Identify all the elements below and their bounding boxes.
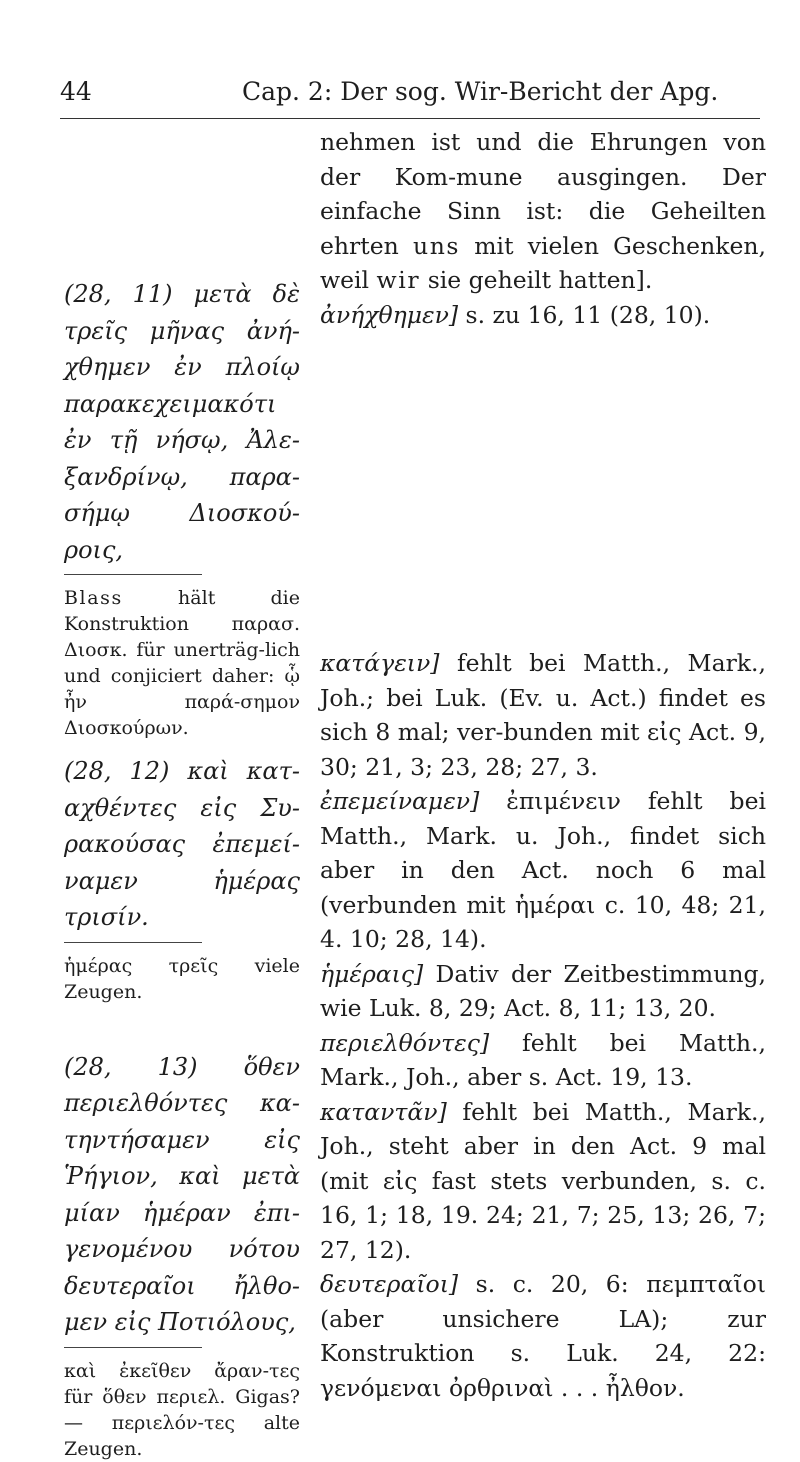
note-28-11	[64, 585, 300, 741]
note-rule	[64, 1347, 202, 1348]
header-rule	[60, 118, 760, 119]
lemma: ἡμέραις]	[320, 959, 424, 988]
verse-28-12: (28, 12) καὶ κατ-αχθέντες εἰς Συ-ρακούσας ἐπεμεί-ναμεν ἡμέρας τρισίν.	[64, 757, 300, 931]
verse-28-13: (28, 13) ὅθεν περιελθόντες κα-τηντήσαμεν εἰς Ῥήγιον, καὶ μετὰ μίαν ἡμέραν ἐπι-γενομένου νότου δευτεραῖοι ἤλθο-μεν εἰς Ποτιόλους,	[64, 1052, 300, 1336]
emphasis-uns: uns	[412, 231, 461, 260]
verse-28-11: (28, 11) μετὰ δὲ τρεῖς μῆνας ἀνή-χθημεν ἐν πλοίῳ παρακεχειμακότι ἐν τῇ νήσῳ, Ἀλε-ξανδρίνῳ, παρα-σήμῳ Διοσκού-ροις,	[64, 280, 300, 564]
note-28-12: ἡμέρας τρεῖς viele Zeugen.	[64, 954, 300, 1003]
commentary-intro: nehmen ist und die Ehrungen von der Kom-mune ausgingen. Der einfache Sinn ist: die Geheilten ehrten uns mit vielen Geschenken, weil wir sie geheilt hatten].	[320, 128, 766, 294]
lemma: κατάγειν]	[320, 649, 440, 677]
right-column	[320, 125, 766, 1405]
lemma: ἐπεμείναμεν]	[320, 787, 480, 815]
note-author-blass: Blass	[64, 587, 123, 609]
note-katantan: καταντᾶν] fehlt bei Matth., Mark., Joh., steht aber in den Act. 9 mal (mit εἰς fast stets verbunden, s. c. 16, 1; 18, 19. 24; 21, 7; 25, 13; 26, 7; 27, 12).	[320, 1097, 766, 1264]
note-rule	[64, 942, 202, 943]
note-perielthontes: περιελθόντες] fehlt bei Matth., Mark., Joh., aber s. Act. 19, 13.	[320, 1028, 766, 1091]
lemma: περιελθόντες]	[320, 1028, 490, 1057]
note-katagein: κατάγειν] fehlt bei Matth., Mark., Joh.; bei Luk. (Ev. u. Act.) findet es sich 8 mal; ver-bunden mit εἰς Act. 9, 30; 21, 3; 23, 28; 27, 3.	[320, 649, 766, 781]
running-header	[60, 72, 755, 112]
running-title: Cap. 2: Der sog. Wir-Bericht der Apg.	[242, 77, 719, 106]
note-anechthemen: ἀνήχθημεν] s. zu 16, 11 (28, 10).	[320, 300, 711, 329]
lemma: δευτεραῖοι]	[320, 1270, 459, 1298]
left-column	[64, 276, 300, 1462]
note-28-13: καὶ ἐκεῖθεν ἄραν-τες für ὅθεν περιελ. Gigas? — περιελόν-τες alte Zeugen.	[64, 1359, 300, 1460]
note-28-11-text: hält die Konstruktion παρασ. Διοσκ. für unerträg-lich und conjiciert daher: ᾧ ἦν παρά-σημον Διοσκούρων.	[64, 587, 300, 739]
page-number: 44	[60, 77, 92, 106]
lemma: ἀνήχθημεν]	[320, 300, 459, 329]
lemma: καταντᾶν]	[320, 1097, 447, 1126]
emphasis-wir: wir	[376, 266, 421, 294]
note-hemerais: ἡμέραις] Dativ der Zeitbestimmung, wie Luk. 8, 29; Act. 8, 11; 13, 20.	[320, 959, 766, 1022]
note-deuteraioi: δευτεραῖοι] s. c. 20, 6: πεμπταῖοι (aber unsichere LA); zur Konstruktion s. Luk. 24, 22: γενόμεναι ὀρθριναὶ . . . ἦλθον.	[320, 1270, 766, 1402]
note-epemeinamen: ἐπεμείναμεν] ἐπιμένειν fehlt bei Matth., Mark. u. Joh., findet sich aber in den Act. noch 6 mal (verbunden mit ἡμέραι c. 10, 48; 21, 4. 10; 28, 14).	[320, 787, 766, 953]
note-rule	[64, 574, 202, 575]
